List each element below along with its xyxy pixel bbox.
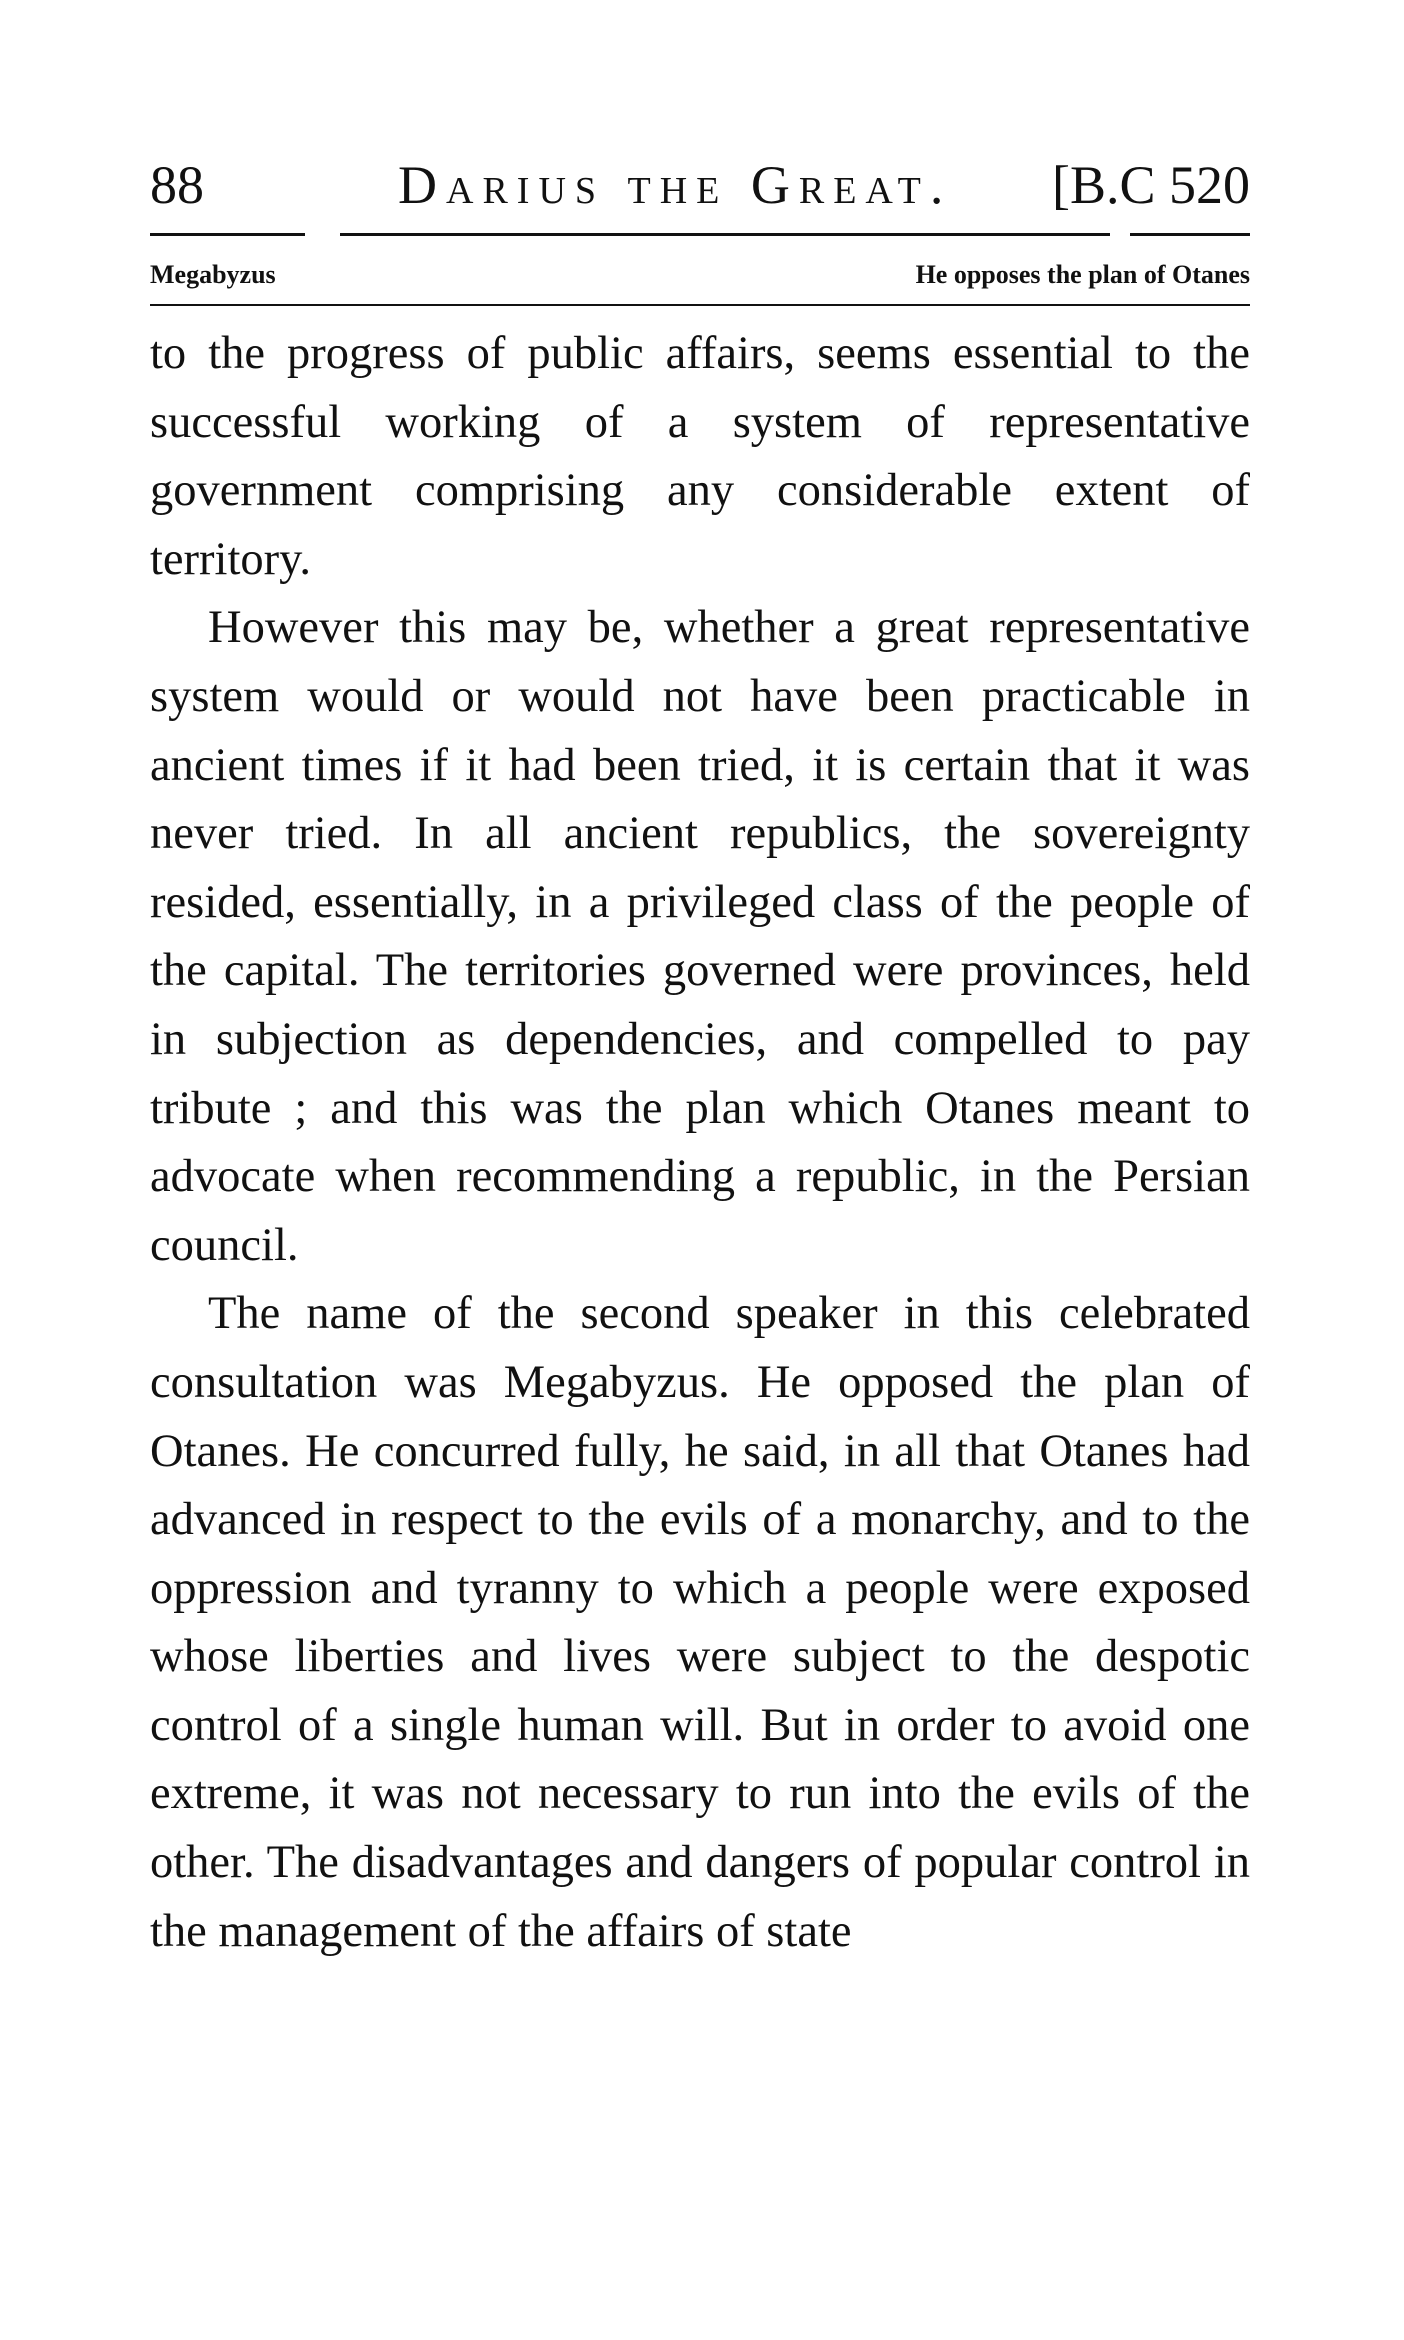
date-label: [B.C 520 bbox=[1051, 155, 1250, 215]
page-number: 88 bbox=[150, 155, 204, 215]
header-rule-bottom bbox=[150, 304, 1250, 306]
header-rule-right bbox=[1130, 233, 1250, 236]
body-text bbox=[150, 320, 1250, 1966]
paragraph-1: to the progress of public affairs, seems essential to the successful working of a system of representative government comprising any considerable extent of territory. bbox=[150, 328, 1250, 585]
header-rule-center bbox=[340, 233, 1110, 236]
paragraph-2: However this may be, whether a great representative system would or would not have been practicable in ancient times if it had been tried, it is certain that it was never tried. In all ancient republics, the sovereignty resided, essentially, in a privileged class of the people of the capital. The territories governed were provinces, held in subjection as dependencies, and compelled to pay tribute ; and this was the plan which Otanes meant to advocate when recommending a republic, in the Persian council. bbox=[150, 602, 1250, 1271]
side-note-left: Megabyzus bbox=[150, 260, 276, 289]
book-title: Darius the Great. bbox=[398, 155, 953, 215]
header-rule-left bbox=[150, 233, 305, 236]
running-head bbox=[150, 150, 1250, 220]
paragraph-3: The name of the second speaker in this celebrated consultation was Megabyzus. He opposed the plan of Otanes. He concurred fully, he said, in all that Otanes had advanced in respect to the evils of a monarchy, and to the oppression and tyranny to which a people were exposed whose liberties and lives were subject to the despotic control of a single human will. But in order to avoid one extreme, it was not necessary to run into the evils of the other. The disadvantages and dangers of popular control in the management of the affairs of state bbox=[150, 1288, 1250, 1957]
side-note-right: He opposes the plan of Otanes bbox=[915, 260, 1250, 289]
